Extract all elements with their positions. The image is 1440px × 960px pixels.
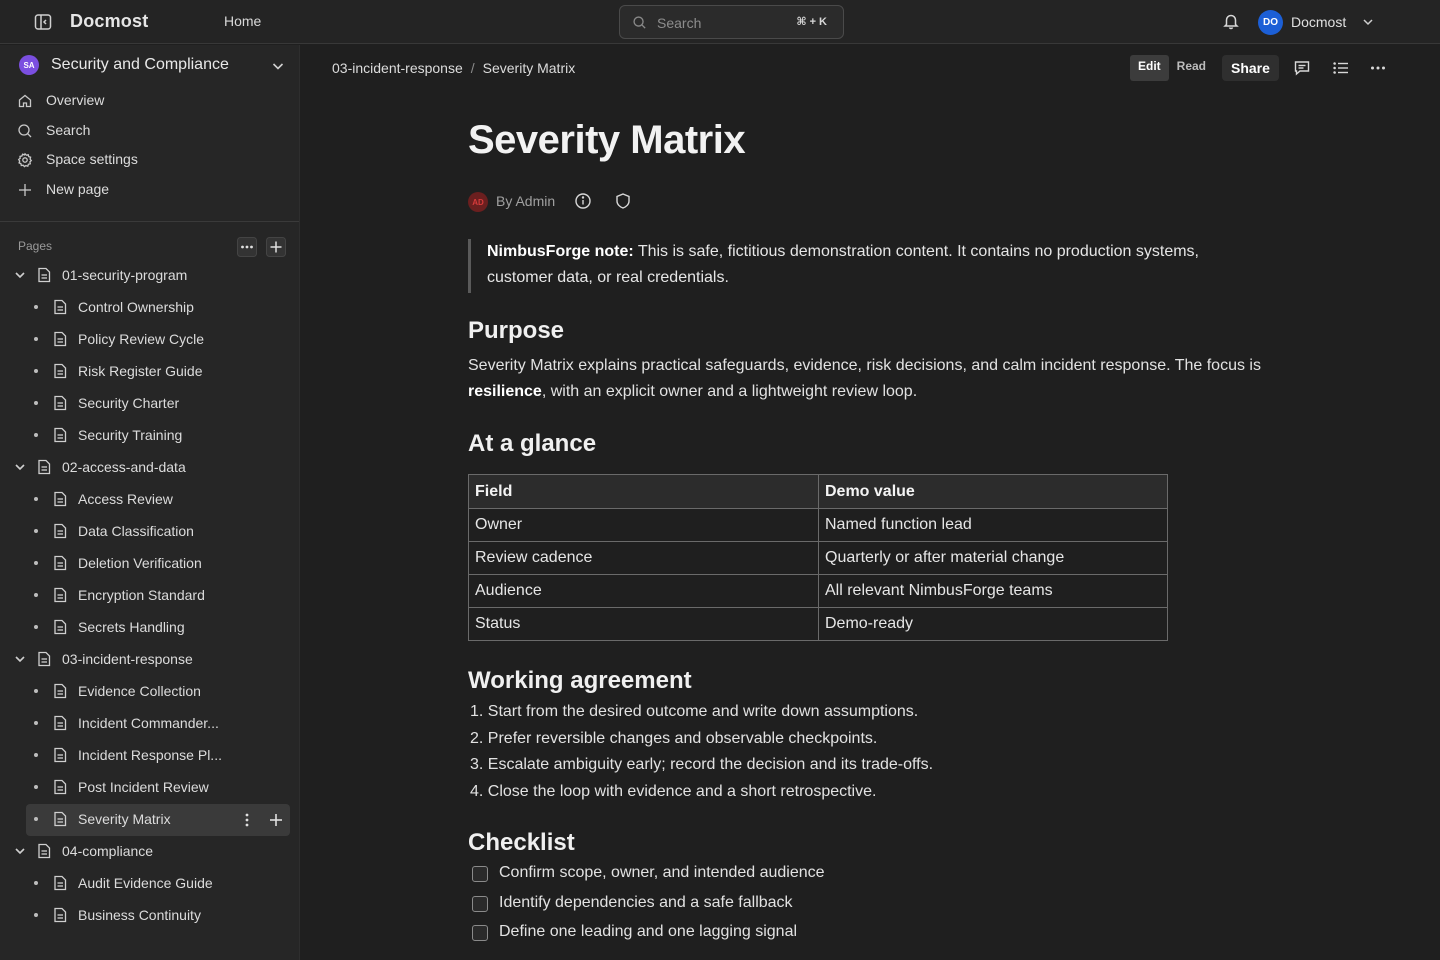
table-header-cell[interactable]: Field <box>469 475 819 509</box>
table-cell[interactable]: Demo-ready <box>819 608 1168 641</box>
user-menu-name[interactable]: Docmost <box>1291 14 1347 30</box>
read-mode-button[interactable]: Read <box>1176 59 1207 73</box>
sidebar-page-item[interactable] <box>0 452 300 482</box>
sidebar-page-item[interactable] <box>0 420 300 450</box>
sidebar-item-label: New page <box>46 181 110 197</box>
table-row <box>469 542 1168 575</box>
info-icon[interactable] <box>574 192 592 210</box>
document-icon <box>53 395 67 411</box>
callout-note[interactable] <box>468 239 1258 293</box>
table-cell[interactable]: Status <box>469 608 819 641</box>
chevron-down-icon <box>270 58 286 74</box>
edit-mode-button[interactable]: Edit <box>1130 55 1169 81</box>
sidebar-page-label: 04-compliance <box>62 843 154 859</box>
breadcrumb-parent[interactable]: 03-incident-response <box>332 60 463 76</box>
home-icon <box>17 93 33 109</box>
document-icon <box>53 587 67 603</box>
table-cell[interactable]: Named function lead <box>819 509 1168 542</box>
bullet-icon <box>34 433 38 437</box>
sidebar-page-label: Data Classification <box>78 523 194 539</box>
document-icon <box>53 747 67 763</box>
sidebar-page-item[interactable] <box>0 356 300 386</box>
sidebar-page-label: Security Charter <box>78 395 180 411</box>
purpose-text: Severity Matrix explains practical safeguards, evidence, risk decisions, and calm incident response. The focus is <box>468 357 1261 374</box>
table-cell[interactable]: Review cadence <box>469 542 819 575</box>
sidebar-page-item[interactable] <box>0 484 300 514</box>
app-brand[interactable]: Docmost <box>70 11 149 31</box>
chevron-down-icon[interactable] <box>1361 15 1375 29</box>
checklist-item-label[interactable]: Confirm scope, owner, and intended audience <box>499 864 825 881</box>
bullet-icon <box>34 881 38 885</box>
sidebar-page-item[interactable] <box>0 260 300 290</box>
bullet-icon <box>34 401 38 405</box>
glance-heading[interactable]: At a glance <box>468 430 597 457</box>
gear-icon <box>17 152 33 168</box>
sidebar-page-item[interactable] <box>0 836 300 866</box>
document-icon <box>53 555 67 571</box>
checkbox[interactable] <box>472 925 488 941</box>
bullet-icon <box>34 593 38 597</box>
sidebar-page-item[interactable] <box>0 900 300 930</box>
document-icon <box>37 651 51 667</box>
table-of-contents-icon[interactable] <box>1332 59 1350 77</box>
sidebar-page-label: Access Review <box>78 491 173 507</box>
sidebar-page-label: Risk Register Guide <box>78 363 203 379</box>
sidebar-page-item[interactable] <box>0 388 300 418</box>
sidebar-page-label: Incident Response Pl... <box>78 747 222 763</box>
breadcrumb-current[interactable]: Severity Matrix <box>482 60 576 76</box>
purpose-emphasis: resilience <box>468 383 542 400</box>
sidebar-page-item[interactable] <box>0 804 300 834</box>
sidebar-page-label: Control Ownership <box>78 299 194 315</box>
document-icon <box>53 523 67 539</box>
sidebar-page-item[interactable] <box>0 516 300 546</box>
sidebar-page-item[interactable] <box>0 676 300 706</box>
sidebar-page-label: Incident Commander... <box>78 715 219 731</box>
edit-read-toggle <box>1130 55 1214 81</box>
document-icon <box>37 459 51 475</box>
sidebar-page-label: 02-access-and-data <box>62 459 186 475</box>
document-icon <box>53 779 67 795</box>
sidebar-item-label: Search <box>46 122 91 138</box>
breadcrumb-separator: / <box>470 60 475 76</box>
document-icon <box>53 875 67 891</box>
document-icon <box>53 363 67 379</box>
sidebar-page-label: Business Continuity <box>78 907 201 923</box>
sidebar <box>0 45 300 960</box>
home-link[interactable]: Home <box>224 13 262 29</box>
table-cell[interactable]: All relevant NimbusForge teams <box>819 575 1168 608</box>
sidebar-page-label: Secrets Handling <box>78 619 185 635</box>
note-label: NimbusForge note: <box>487 243 634 260</box>
pages-more-icon[interactable] <box>237 237 257 257</box>
table-cell[interactable]: Quarterly or after material change <box>819 542 1168 575</box>
add-page-icon[interactable] <box>266 237 286 257</box>
sidebar-page-item[interactable] <box>0 740 300 770</box>
checklist-item-label[interactable]: Define one leading and one lagging signal <box>499 923 798 940</box>
at-a-glance-table[interactable] <box>468 474 1168 641</box>
bullet-icon <box>34 369 38 373</box>
sidebar-item-new-page[interactable] <box>0 175 300 205</box>
search-icon <box>17 123 33 139</box>
working-agreement-list <box>470 699 933 805</box>
bullet-icon <box>34 913 38 917</box>
plus-icon <box>17 182 33 198</box>
sidebar-page-label: Policy Review Cycle <box>78 331 205 347</box>
space-name: Security and Compliance <box>51 56 229 73</box>
sidebar-page-item[interactable] <box>0 580 300 610</box>
sidebar-item-label: Overview <box>46 92 105 108</box>
document-icon <box>53 683 67 699</box>
sidebar-item-search[interactable] <box>0 116 300 146</box>
purpose-paragraph[interactable] <box>468 353 1268 405</box>
bullet-icon <box>34 817 38 821</box>
sidebar-item-space-settings[interactable] <box>0 145 300 175</box>
bullet-icon <box>34 625 38 629</box>
chevron-down-icon[interactable] <box>13 460 27 474</box>
author-avatar: AD <box>468 192 488 212</box>
author-name: By Admin <box>496 193 556 209</box>
pages-section-header <box>0 235 300 259</box>
document-icon <box>53 299 67 315</box>
sidebar-page-item[interactable] <box>0 292 300 322</box>
checklist-heading[interactable]: Checklist <box>468 829 575 856</box>
sidebar-page-item[interactable] <box>0 868 300 898</box>
sidebar-page-label: Security Training <box>78 427 183 443</box>
checkbox[interactable] <box>472 866 488 882</box>
page-title[interactable]: Severity Matrix <box>468 118 746 162</box>
sidebar-page-label: 01-security-program <box>62 267 188 283</box>
note-text: This is safe, fictitious demonstration content. It contains no production systems, customer data, or real credentials. <box>487 243 1199 286</box>
checkbox[interactable] <box>472 896 488 912</box>
add-subpage-icon[interactable] <box>268 812 284 828</box>
document-icon <box>53 619 67 635</box>
chevron-down-icon[interactable] <box>13 652 27 666</box>
table-row <box>469 608 1168 641</box>
sidebar-toggle-icon[interactable] <box>33 12 53 32</box>
purpose-text-end: , with an explicit owner and a lightweight review loop. <box>541 383 918 400</box>
sidebar-page-item[interactable] <box>0 612 300 642</box>
document-icon <box>53 491 67 507</box>
notifications-bell-icon[interactable] <box>1222 12 1240 30</box>
list-item[interactable]: 4. Close the loop with evidence and a short retrospective. <box>470 782 877 800</box>
bullet-icon <box>34 753 38 757</box>
search-placeholder: Search <box>657 15 702 31</box>
bullet-icon <box>34 497 38 501</box>
document-icon <box>53 331 67 347</box>
page-options-icon[interactable] <box>240 812 254 828</box>
user-avatar[interactable]: DO <box>1258 10 1283 35</box>
table-header-cell[interactable]: Demo value <box>819 475 1168 509</box>
shield-icon[interactable] <box>614 192 632 210</box>
chevron-down-icon[interactable] <box>13 844 27 858</box>
share-button[interactable]: Share <box>1222 55 1279 81</box>
checklist-item-label[interactable]: Identify dependencies and a safe fallback <box>499 894 793 911</box>
bullet-icon <box>34 785 38 789</box>
working-agreement-heading[interactable]: Working agreement <box>468 667 692 694</box>
sidebar-page-item[interactable] <box>0 772 300 802</box>
search-shortcut: ⌘ + K <box>796 16 827 28</box>
table-row <box>469 575 1168 608</box>
sidebar-divider <box>0 221 300 222</box>
sidebar-page-item[interactable] <box>0 708 300 738</box>
comment-icon[interactable] <box>1293 59 1311 77</box>
bullet-icon <box>34 561 38 565</box>
table-header-row <box>469 475 1168 509</box>
space-switcher[interactable] <box>0 45 300 87</box>
document-icon <box>37 267 51 283</box>
purpose-heading[interactable]: Purpose <box>468 317 565 344</box>
sidebar-page-label: Deletion Verification <box>78 555 202 571</box>
document-icon <box>53 715 67 731</box>
space-avatar: SA <box>19 55 39 75</box>
document-icon <box>53 811 67 827</box>
sidebar-page-label: Evidence Collection <box>78 683 201 699</box>
sidebar-page-label: 03-incident-response <box>62 651 193 667</box>
more-options-icon[interactable] <box>1369 59 1387 77</box>
sidebar-page-item[interactable] <box>0 324 300 354</box>
sidebar-item-overview[interactable] <box>0 86 300 116</box>
bullet-icon <box>34 689 38 693</box>
list-item[interactable]: 1. Start from the desired outcome and write down assumptions. <box>470 703 919 720</box>
sidebar-page-label: Post Incident Review <box>78 779 209 795</box>
document-icon <box>37 843 51 859</box>
list-item[interactable]: 2. Prefer reversible changes and observable checkpoints. <box>470 729 878 747</box>
bullet-icon <box>34 337 38 341</box>
bullet-icon <box>34 529 38 533</box>
table-cell[interactable]: Owner <box>469 509 819 542</box>
breadcrumb <box>332 60 575 76</box>
list-item[interactable]: 3. Escalate ambiguity early; record the decision and its trade-offs. <box>470 756 934 773</box>
search-button[interactable] <box>619 5 844 39</box>
sidebar-page-label: Severity Matrix <box>78 811 171 827</box>
sidebar-page-item[interactable] <box>0 548 300 578</box>
bullet-icon <box>34 305 38 309</box>
top-bar <box>0 0 1440 44</box>
bullet-icon <box>34 721 38 725</box>
sidebar-page-item[interactable] <box>0 644 300 674</box>
document-icon <box>53 907 67 923</box>
sidebar-page-label: Encryption Standard <box>78 587 205 603</box>
sidebar-item-label: Space settings <box>46 151 138 167</box>
search-icon <box>632 15 647 30</box>
pages-label: Pages <box>18 239 53 253</box>
chevron-down-icon[interactable] <box>13 268 27 282</box>
table-row <box>469 509 1168 542</box>
document-icon <box>53 427 67 443</box>
table-cell[interactable]: Audience <box>469 575 819 608</box>
sidebar-page-label: Audit Evidence Guide <box>78 875 213 891</box>
